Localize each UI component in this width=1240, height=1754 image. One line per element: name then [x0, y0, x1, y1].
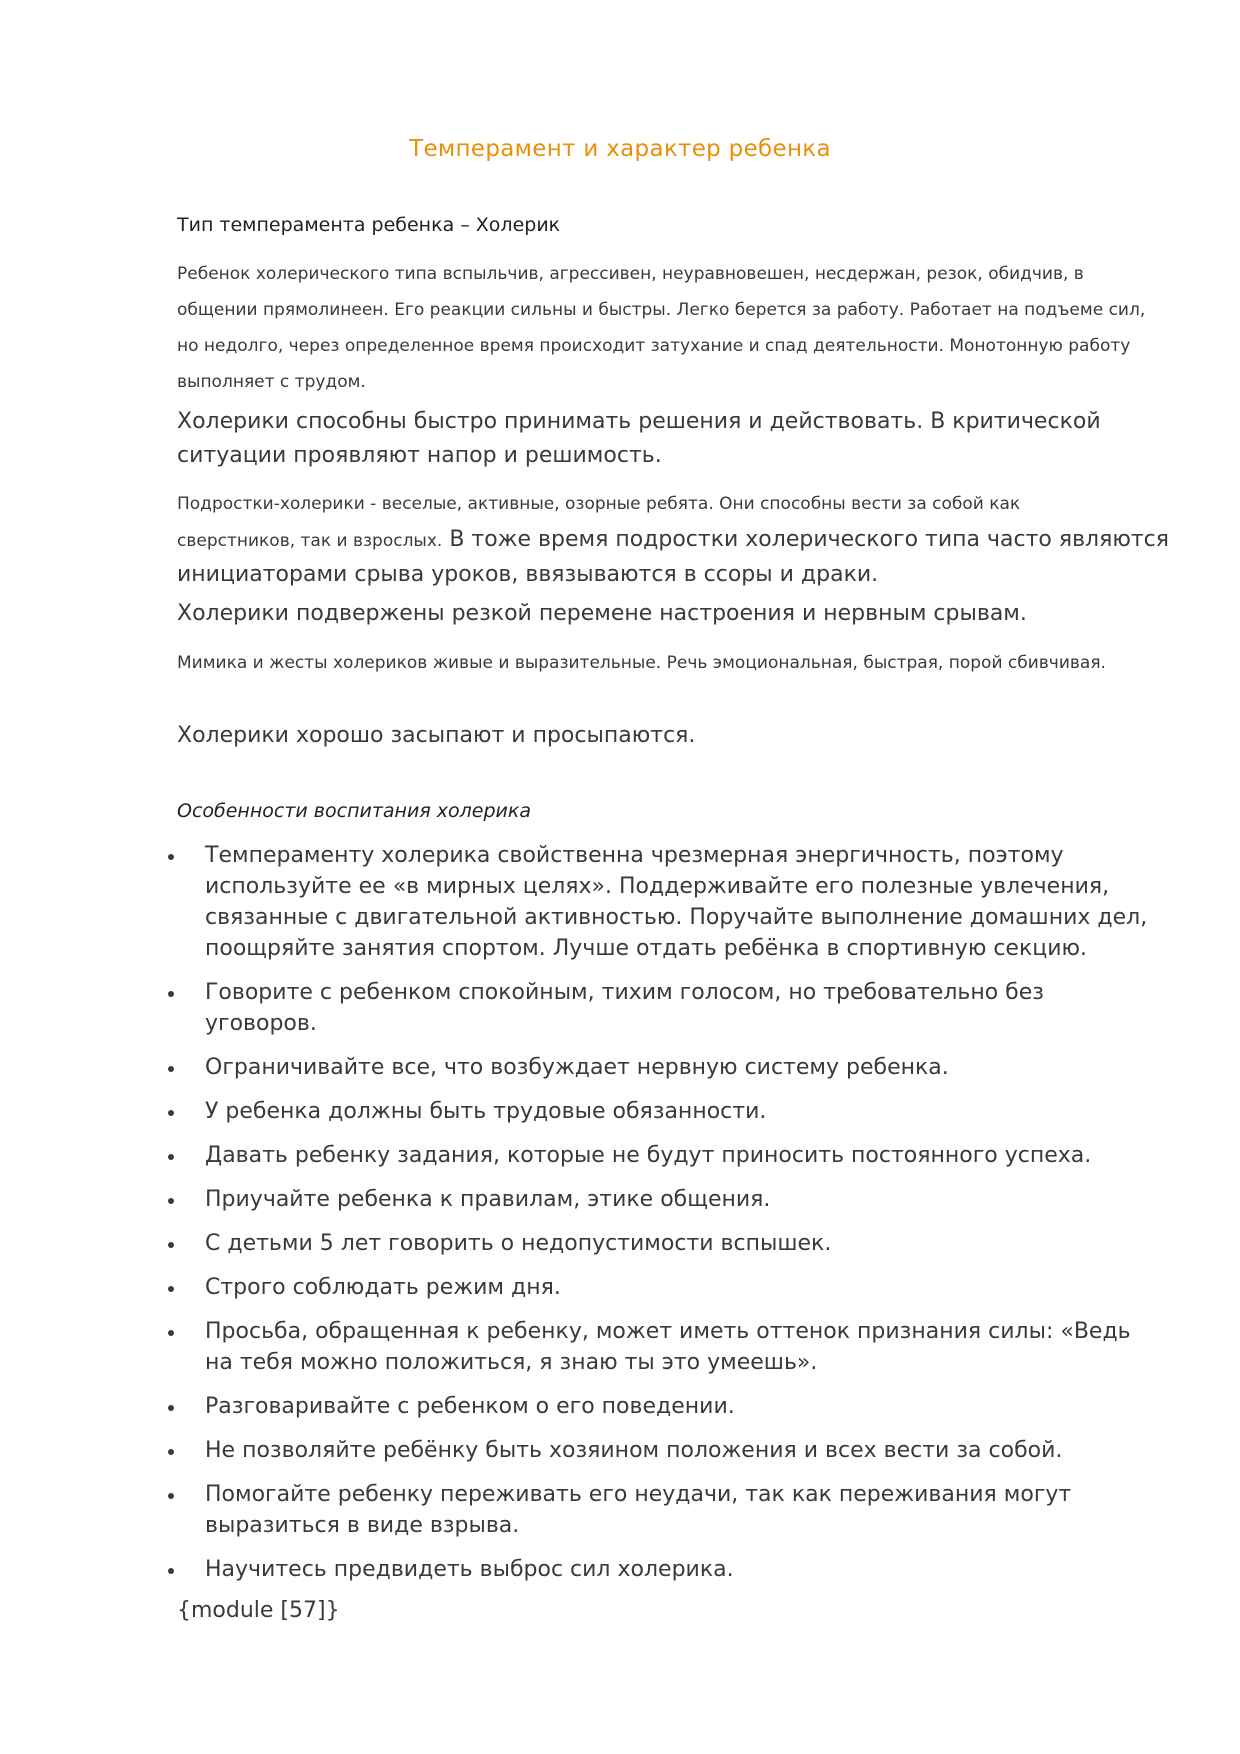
bullet-icon [168, 1198, 174, 1204]
module-placeholder: {module [57]} [177, 1598, 340, 1623]
bullet-icon [168, 991, 174, 997]
list-item: Не позволяйте ребёнку быть хозяином положения и всех вести за собой. [150, 1435, 1160, 1466]
list-item: Просьба, обращенная к ребенку, может иметь оттенок признания силы: «Ведь на тебя можно положиться, я знаю ты это умеешь». [150, 1316, 1160, 1378]
bullet-icon [168, 1405, 174, 1411]
bullet-icon [168, 1568, 174, 1574]
list-item: Научитесь предвидеть выброс сил холерика. [150, 1554, 1160, 1585]
paragraph-description: Ребенок холерического типа вспыльчив, агрессивен, неуравновешен, несдержан, резок, обидчив, в общении прямолинеен. Его реакции сильны и быстры. Легко берется за работу. Работает на подъеме сил, но недолго, через определенное время происходит затухание и спад деятельности. Монотонную работу выполняет с трудом. [177, 264, 1146, 392]
teenagers-line-2 [177, 522, 1167, 558]
bullet-icon [168, 854, 174, 860]
list-item: Давать ребенку задания, которые не будут приносить постоянного успеха. [150, 1140, 1160, 1171]
bullet-icon [168, 1493, 174, 1499]
paragraph-teenagers [177, 486, 1167, 592]
section-heading-upbringing: Особенности воспитания холерика [177, 800, 532, 822]
bullet-icon [168, 1066, 174, 1072]
paragraph-mood: Холерики подвержены резкой перемене настроения и нервным срывам. [177, 601, 1027, 626]
paragraph-decisions: Холерики способны быстро принимать решения и действовать. В критической ситуации проявляют напор и решимость. [177, 409, 1101, 468]
bullet-icon [168, 1449, 174, 1455]
bullet-icon [168, 1242, 174, 1248]
list-item: Темпераменту холерика свойственна чрезмерная энергичность, поэтому используйте ее «в мирных целях». Поддерживайте его полезные увлечения, связанные с двигательной активностью. Поручайте выполнение домашних дел, поощряйте занятия спортом. Лучше отдать ребёнка в спортивную секцию. [150, 840, 1160, 964]
bullet-icon [168, 1286, 174, 1292]
bullet-icon [168, 1110, 174, 1116]
list-item: У ребенка должны быть трудовые обязанности. [150, 1096, 1160, 1127]
list-item: Приучайте ребенка к правилам, этике общения. [150, 1184, 1160, 1215]
teenagers-line-3: инициаторами срыва уроков, ввязываются в ссоры и драки. [177, 562, 879, 587]
list-item: Ограничивайте все, что возбуждает нервную систему ребенка. [150, 1052, 1160, 1083]
paragraph-sleep: Холерики хорошо засыпают и просыпаются. [177, 723, 696, 748]
section-heading-type: Тип темперамента ребенка – Холерик [177, 214, 561, 236]
teenagers-line-1: Подростки-холерики - веселые, активные, озорные ребята. Они способны вести за собой как [177, 494, 1021, 514]
list-item: Помогайте ребенку переживать его неудачи, так как переживания могут выразиться в виде взрыва. [150, 1479, 1160, 1541]
teenagers-line-2-large: В тоже время подростки холерического типа часто являются [442, 527, 1169, 552]
list-item: Разговаривайте с ребенком о его поведении. [150, 1391, 1160, 1422]
list-item: С детьми 5 лет говорить о недопустимости вспышек. [150, 1228, 1160, 1259]
teenagers-line-2-small: сверстников, так и взрослых. [177, 531, 443, 551]
upbringing-list [150, 840, 1160, 1598]
page-title: Темперамент и характер ребенка [409, 136, 831, 162]
bullet-icon [168, 1330, 174, 1336]
list-item: Строго соблюдать режим дня. [150, 1272, 1160, 1303]
paragraph-mimicry: Мимика и жесты холериков живые и выразительные. Речь эмоциональная, быстрая, порой сбивчивая. [177, 653, 1106, 673]
list-item: Говорите с ребенком спокойным, тихим голосом, но требовательно без уговоров. [150, 977, 1160, 1039]
bullet-icon [168, 1154, 174, 1160]
